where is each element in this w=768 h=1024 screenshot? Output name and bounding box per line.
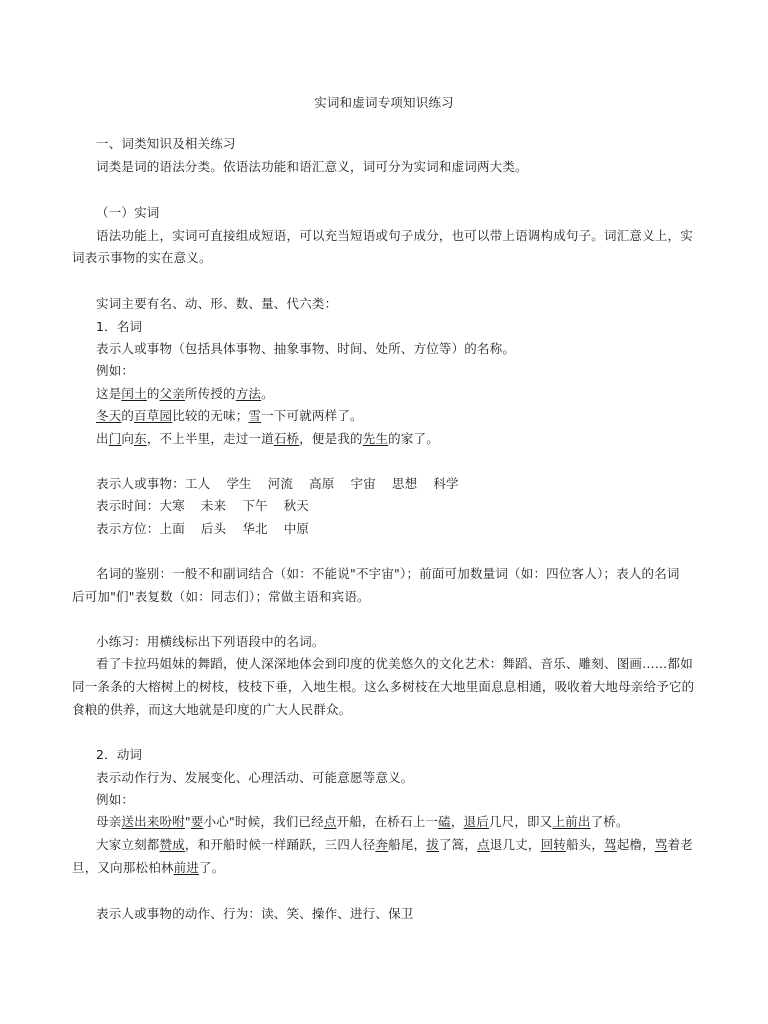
underlined-noun: 东 — [134, 431, 147, 446]
category-row: 表示人或事物的动作、行为：读、笑、操作、进行、保卫 — [96, 906, 414, 921]
underlined-verb: 点 — [323, 814, 337, 829]
underlined-verb: 退后 — [463, 814, 489, 829]
underlined-verb: 要 — [190, 814, 204, 829]
underlined-verb: 磕 — [438, 814, 451, 829]
underlined-verb: 拔 — [426, 837, 439, 852]
paragraph-line: 实词主要有名、动、形、数、量、代六类： — [96, 296, 338, 311]
paragraph-line: 词表示事物的实在意义。 — [72, 250, 212, 265]
paragraph-line: 语法功能上，实词可直接组成短语，可以充当短语或句子成分，也可以带上语调构成句子。词汇意义上，实 — [96, 228, 693, 243]
underlined-noun: 石桥 — [273, 431, 300, 446]
underlined-verb: 点 — [477, 837, 490, 852]
example-sentence: 出门向东，不上半里，走过一道石桥，便是我的先生的家了。 — [96, 431, 439, 446]
example-sentence: 大家立刻都赞成，和开船时候一样踊跃，三四人径奔船尾，拔了篙，点退几丈，回转船头，驾起橹，骂着老 — [96, 837, 694, 852]
exercise-text: 食粮的供养，而这大地就是印度的广大人民群众。 — [72, 702, 352, 717]
page-title: 实词和虚词专项知识练习 — [314, 95, 454, 110]
category-row: 表示时间：大寒 未来 下午 秋天 — [96, 498, 310, 513]
paragraph-line: 后可加"们"表复数（如：同志们）；常做主语和宾语。 — [72, 589, 370, 604]
item-heading: 1．名词 — [96, 319, 143, 334]
underlined-noun: 冬天 — [96, 408, 122, 423]
example-sentence: 冬天的百草园比较的无味；雪一下可就两样了。 — [96, 408, 363, 423]
example-label: 例如： — [96, 792, 135, 807]
category-row: 表示人或事物：工人 学生 河流 高原 宇宙 思想 科学 — [96, 476, 459, 491]
underlined-verb: 回转 — [540, 837, 566, 852]
definition-line: 表示人或事物（包括具体事物、抽象事物、时间、处所、方位等）的名称。 — [96, 341, 516, 356]
item-heading: 2．动词 — [96, 747, 143, 762]
exercise-text: 同一条条的大榕树上的树枝，枝枝下垂，入地生根。这么多树枝在大地里面息息相通，吸收着大地母亲给予它的 — [72, 679, 695, 694]
underlined-verb: 前进 — [173, 860, 200, 875]
exercise-heading: 小练习：用横线标出下列语段中的名词。 — [96, 634, 325, 649]
underlined-verb: 送出来 — [121, 814, 160, 829]
intro-paragraph: 词类是词的语法分类。依语法功能和语汇意义，词可分为实词和虚词两大类。 — [96, 159, 528, 174]
category-row: 表示方位：上面 后头 华北 中原 — [96, 521, 310, 536]
example-sentence: 旦，又向那松柏林前进了。 — [72, 860, 225, 875]
exercise-text: 看了卡拉玛姐妹的舞蹈，使人深深地体会到印度的优美悠久的文化艺术：舞蹈、音乐、雕刻、图画……都如 — [96, 656, 693, 671]
underlined-noun: 父亲 — [159, 386, 185, 401]
underlined-noun: 先生 — [362, 431, 389, 446]
underlined-noun: 闰土 — [121, 386, 147, 401]
underlined-noun: 门 — [108, 431, 122, 446]
underlined-verb: 骂 — [654, 837, 668, 852]
paragraph-line: 名词的鉴别：一般不和副词结合（如：不能说"不宇宙"）；前面可加数量词（如：四位客人）；表人的名词 — [96, 566, 680, 581]
underlined-verb: 吩咐 — [159, 814, 185, 829]
underlined-verb: 驾 — [604, 837, 617, 852]
underlined-verb: 上前出 — [552, 814, 591, 829]
section-heading: 一、词类知识及相关练习 — [96, 136, 236, 151]
underlined-noun: 雪 — [248, 408, 262, 423]
subsection-heading: （一）实词 — [96, 205, 160, 220]
example-sentence: 母亲送出来吩咐"要小心"时候，我们已经点开船，在桥石上一磕，退后几尺，即又上前出了桥。 — [96, 814, 629, 829]
example-sentence: 这是闰土的父亲所传授的方法。 — [96, 386, 274, 401]
underlined-noun: 方法 — [235, 386, 262, 401]
example-label: 例如： — [96, 363, 135, 378]
underlined-verb: 奔 — [375, 837, 389, 852]
underlined-verb: 赞成 — [159, 837, 185, 852]
definition-line: 表示动作行为、发展变化、心理活动、可能意愿等意义。 — [96, 770, 414, 785]
underlined-noun: 百草园 — [134, 408, 173, 423]
